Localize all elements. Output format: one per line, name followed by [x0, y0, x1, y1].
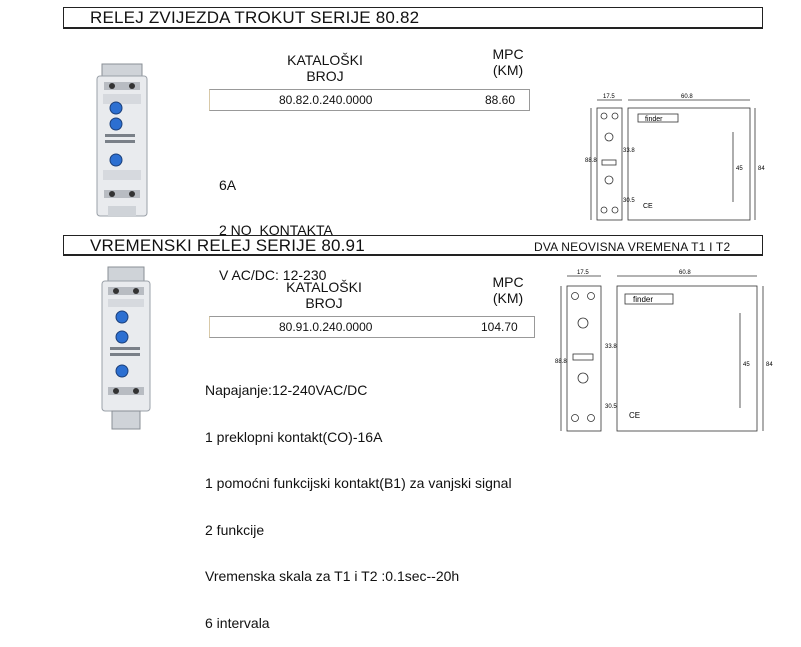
dim-mid-label: 33.8: [623, 148, 635, 154]
section2-price-header: MPC (KM): [492, 274, 524, 306]
dim-mid-label: 33.8: [605, 344, 617, 350]
section2-note: DVA NEOVISNA VREMENA T1 I T2: [534, 240, 731, 254]
dim-height-label: 88.8: [585, 158, 597, 164]
section1-specs: 6A 2 NO KONTAKTA V AC/DC: 12-230: [219, 177, 333, 283]
dim-45-label: 45: [736, 166, 743, 172]
dim-depth-label: 60.8: [679, 270, 691, 276]
ce-mark: CE: [629, 411, 641, 420]
dim-width-label: 17.5: [577, 270, 589, 276]
dimension-drawing-2: [555, 268, 780, 443]
section1-catalog-number: 80.82.0.240.0000: [279, 93, 373, 107]
section2-title-text: VREMENSKI RELEJ SERIJE 80.91: [90, 236, 365, 255]
dim-45-label: 45: [743, 362, 750, 368]
brand-logo-label: finder: [645, 116, 663, 123]
relay-photo-star-delta: [88, 62, 158, 222]
dim-bottom-label: 30.5: [605, 404, 617, 410]
section2-catalog-number: 80.91.0.240.0000: [279, 320, 373, 334]
dim-height-label: 88.8: [555, 359, 567, 365]
dim-width-label: 17.5: [603, 94, 615, 100]
section2-catalog-header: KATALOŠKI BROJ: [286, 279, 362, 311]
section1-product-row: [209, 89, 530, 111]
relay-photo-timer: [96, 265, 158, 435]
section2-title: [63, 235, 763, 256]
brand-logo-label: finder: [633, 295, 654, 304]
section1-price-header: MPC (KM): [492, 46, 524, 78]
section2-price: 104.70: [481, 320, 518, 334]
dim-84-label: 84: [758, 166, 765, 172]
ce-mark: CE: [643, 203, 653, 210]
section1-price: 88.60: [485, 93, 516, 107]
dim-bottom-label: 30.5: [623, 198, 635, 204]
dim-depth-label: 60.8: [681, 94, 693, 100]
section1-title-text: RELEJ ZVIJEZDA TROKUT SERIJE 80.82: [90, 8, 420, 27]
section1-catalog-header: KATALOŠKI BROJ: [287, 52, 363, 84]
dimension-drawing-1: [583, 92, 783, 227]
section2-specs: Napajanje:12-240VAC/DC 1 preklopni kontakt(CO)-16A 1 pomoćni funkcijski kontakt(B1) za vanjski signal 2 funkcije Vremenska skala za T1 i T2 :0.1sec--20h 6 intervala: [205, 382, 512, 631]
dim-84-label: 84: [766, 362, 773, 368]
section1-title: [63, 7, 763, 29]
section2-product-row: [209, 316, 535, 338]
